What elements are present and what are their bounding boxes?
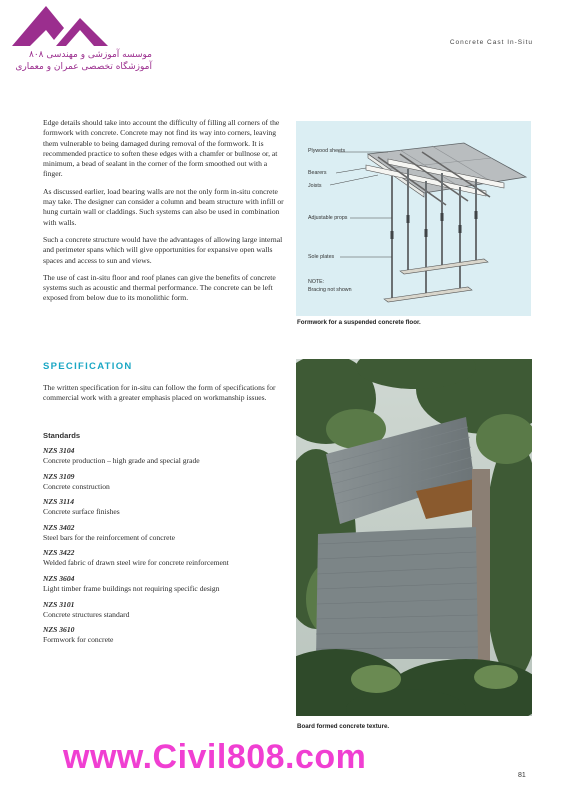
- running-head: Concrete Cast In-Situ: [449, 39, 533, 46]
- logo-text-line2: آموزشگاه تخصصی عمران و معماری: [15, 62, 152, 72]
- watermark-url: www.Civil808.com: [63, 738, 367, 776]
- paragraph-advantages: Such a concrete structure would have the advantages of allowing large internal and perimeter spans which will give opportunities for expansive open walls spaces and access to sun and views.: [43, 234, 283, 265]
- page-number: 81: [518, 772, 526, 779]
- standard-code: NZS 3101: [43, 599, 75, 609]
- standard-item: [43, 625, 285, 651]
- standard-item: [43, 523, 285, 549]
- label-adjustable-props: Adjustable props: [308, 215, 348, 221]
- standard-code: NZS 3402: [43, 522, 75, 532]
- section-heading-specification: SPECIFICATION: [43, 361, 133, 372]
- label-joists: Joists: [308, 183, 322, 189]
- standard-title: Steel bars for the reinforcement of concrete: [43, 532, 175, 542]
- label-plywood-sheets: Plywood sheets: [308, 148, 346, 154]
- paragraph-floor-roof: The use of cast in-situ floor and roof planes can give the benefits of concrete systems such as acoustic and thermal performance. The concrete can be left exposed from below due to its monolithic form.: [43, 272, 276, 303]
- formwork-diagram: [296, 121, 531, 316]
- standard-code: NZS 3104: [43, 446, 75, 455]
- standard-code: NZS 3109: [43, 471, 75, 481]
- standard-title: Formwork for concrete: [43, 635, 114, 645]
- figure-caption-photo: Board formed concrete texture.: [297, 723, 390, 730]
- standard-code: NZS 3604: [43, 573, 75, 583]
- standard-title: Concrete production – high grade and special grade: [43, 456, 200, 465]
- standards-list: [43, 446, 285, 651]
- standard-item: [43, 472, 285, 498]
- standard-title: Concrete structures standard: [43, 609, 130, 619]
- board-formed-concrete-photo: [296, 359, 532, 716]
- standard-item: [43, 574, 285, 600]
- specification-intro: The written specification for in-situ can follow the form of specifications for commercial work with a greater emphasis placed on workmanship issues.: [43, 383, 276, 403]
- label-bearers: Bearers: [308, 170, 327, 176]
- standard-code: NZS 3114: [43, 497, 75, 507]
- body-text: [43, 118, 285, 311]
- standard-title: Concrete surface finishes: [43, 507, 120, 517]
- label-sole-plates: Sole plates: [308, 254, 335, 260]
- standard-item: [43, 446, 285, 472]
- standard-title: Welded fabric of drawn steel wire for concrete reinforcement: [43, 558, 229, 568]
- paragraph-edge-details: Edge details should take into account the difficulty of filling all corners of the formwork with concrete. Concrete may not find its way into corners, leaving them vulnerable to being damaged during removal of the formwork. It is recommended practice to soften these edges with a chamfer or bullnose or, at minimum, a bead of sealant in the corner of the form smoothed out with a finger.: [43, 118, 280, 179]
- standard-code: NZS 3610: [43, 625, 75, 635]
- standard-code: NZS 3422: [43, 548, 75, 558]
- logo-text-line1: موسسه آموزشی و مهندسی ۸۰۸: [29, 50, 152, 60]
- standard-item: [43, 600, 285, 626]
- standard-title: Concrete construction: [43, 481, 110, 491]
- figure-caption-formwork: Formwork for a suspended concrete floor.: [297, 319, 421, 326]
- standards-heading: Standards: [43, 431, 81, 440]
- paragraph-load-bearing: As discussed earlier, load bearing walls are not the only form in-situ concrete may take. The designer can consider a column and beam structure with infill or hung curtain wall or claddings. Such systems can also be used in combination with walls.: [43, 186, 284, 227]
- standard-title: Light timber frame buildings not requiring specific design: [43, 583, 220, 593]
- note-heading: NOTE:: [308, 279, 325, 285]
- logo-triangles-icon: [4, 2, 114, 48]
- publisher-logo: [2, 2, 152, 72]
- standard-item: [43, 497, 285, 523]
- note-text: Bracing not shown: [308, 287, 352, 293]
- standard-item: [43, 548, 285, 574]
